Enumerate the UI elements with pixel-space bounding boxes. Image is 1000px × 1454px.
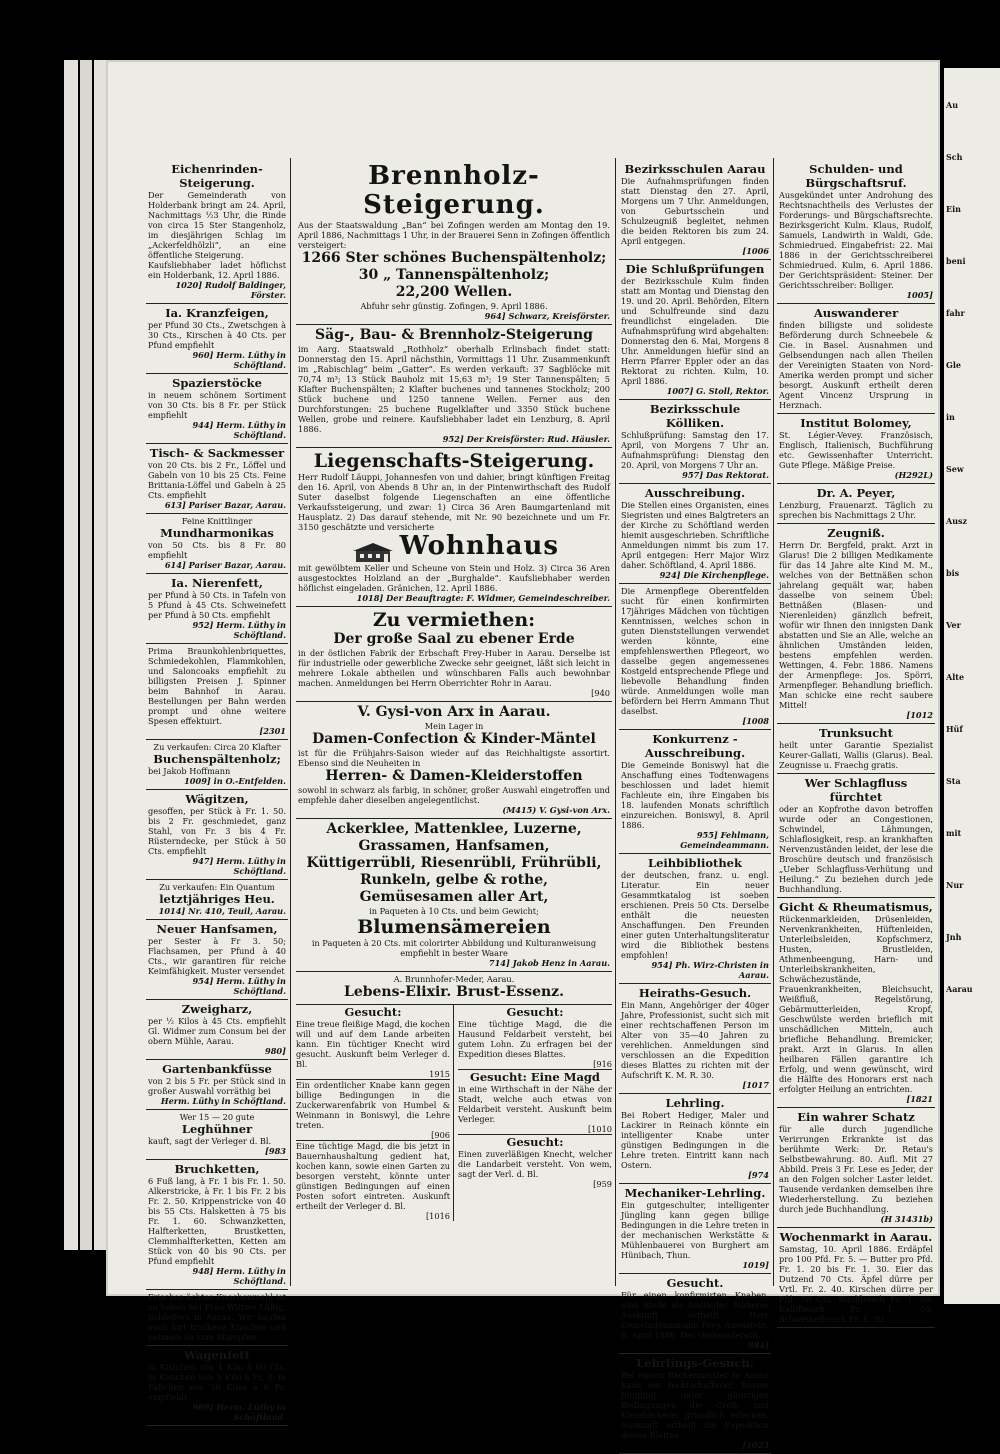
facing-page-text-4: fahr (946, 308, 965, 318)
col3-ad-6-signature: 954] Ph. Wirz-Christen in Aarau. (651, 960, 769, 980)
column-2 (296, 160, 612, 1288)
facing-page-text-14: mit (946, 828, 962, 838)
gesucht-6-head: Gesucht: (458, 1134, 612, 1149)
col4-ad-1-heading: Auswanderer (813, 306, 899, 320)
gesucht-2-head: Gesucht: (506, 1005, 564, 1019)
col1-ad-14-text: 6 Fuß lang, à Fr. 1 bis Fr. 1. 50. Alkerstricke, à Fr. 1 bis Fr. 2 bis Fr. 2. 50. Krippenstricke von 40 bis 55 Cts. Halsketten à 75 bis Fr. 1. 60. Schwanzketten, Halfterketten, Brustketten, Clemmhalfterketten, Ketten am Stück von 40 bis 90 Cts. per Pfund empfiehlt (148, 1176, 286, 1266)
col3-ad-0-signature: [1006 (742, 246, 769, 256)
col1-ad-10 (146, 920, 288, 1000)
col3-ad-10-text: Für einen konfirmirten Knaben, eine Stelle als Ausläufer. Näheres Auskunft ertheilt Herr Gemeindeammann Frey. Auenstein, 8. April 1886. Der Gemeinderath. (621, 1290, 769, 1340)
col1-ad-11-text: per ½ Kilos à 45 Cts. empfiehlt Gl. Widmer zum Consum bei der obern Mühle, Aarau. (148, 1016, 286, 1046)
col4-ad-2-text: St. Légier-Vevey. Französisch, Englisch, Italienisch, Buchführung etc. Gewissenhafter Unterricht. Gute Pflege. Mäßige Preise. (779, 430, 933, 470)
gesucht-2-text: Eine tüchtige Magd, die die Hausund Feldarbeit versteht, bei gutem Lohn. Zu erfragen bei der Expedition dieses Blattes. (458, 1019, 612, 1059)
col3-ad-9-heading: Mechaniker-Lehrling. (624, 1186, 766, 1200)
gysi-heading-kleiderstoffe: Herren- & Damen-Kleiderstoffen (325, 768, 583, 784)
col1-ad-16-text: in Kistchen von 1 Kilo à 60 Cts. in Kistchen von 5 Kilo à Fr. 3. in Fäßchen von 30 Kilos à 6 Fr. empfiehlt (148, 1362, 286, 1402)
col1-ad-11-signature: 980] (265, 1046, 286, 1056)
ad-saeg-bau (296, 325, 612, 448)
col1-ad-2-heading: Spazierstöcke (172, 376, 262, 390)
col1-ad-6-text: Prima Braunkohlenbriquettes, Schmiedekohlen, Flammkohlen, und Saloncoaks empfiehlt zu billigsten Preisen J. Spinner beim Bahnhof in Aarau. Bestellungen per Bahn werden prompt und ohne weitere Spesen effektuirt. (148, 646, 286, 726)
col3-ad-5-signature: 955] Fehlmann, Gemeindeammann. (680, 830, 769, 850)
col4-ad-7 (777, 898, 935, 1108)
page-edge-2 (80, 60, 92, 1250)
gesucht-2-ref: [916 (593, 1059, 612, 1069)
small-ads-left (296, 1005, 454, 1221)
col1-ad-5-signature: 952] Herm. Lüthy in Schöftland. (192, 620, 286, 640)
liegenschaft-signature: 1018] Der Beauftragte: F. Widmer, Gemeindeschreiber. (356, 593, 610, 603)
col3-ad-11-text: Bei einem Bäckermeister in Aarau kann ein rechtschaffener, braver Jüngling unter günstigen Bedingungen die Groß- und Kleinbäckerei gründlich erlernen. Auskunft ertheilt die Expedition dieses Blattes. (621, 1370, 769, 1440)
gysi-text-2: sowohl in schwarz als farbig, in schöner, großer Auswahl eingetroffen und empfehle daher dieselben angelegentlichst. (298, 785, 610, 805)
gysi-text: ist für die Frühjahrs-Saison wieder auf das Reichhaltigste assortirt. Ebenso sind die Neuheiten in (298, 748, 610, 768)
facing-page-text-12: Hüf (946, 724, 963, 734)
liegenschaft-title: Liegenschafts-Steigerung. (313, 450, 595, 472)
col1-ad-15 (146, 1290, 288, 1346)
col1-ad-8-text: gesoffen, per Stück à Fr. 1. 50. bis 2 Fr. geschmiedet, ganz Stahl, von Fr. 3 bis 4 Fr. Rüsterndecke, per Stück à 50 Cts. empfiehlt (148, 806, 286, 856)
col3-ad-9-text: Ein gutgeschulter, intelligenter Jüngling kann gegen billige Bedingungen in die Lehre treten in der mechanischen Werkstätte & Mühlenbauerei von Burghert am Hünibach, Thun. (621, 1200, 769, 1260)
col1-ad-12 (146, 1060, 288, 1110)
ad-lebens-elixir (296, 972, 612, 1005)
gesucht-6-ref: [959 (593, 1179, 612, 1189)
gysi-signature: (M415) V. Gysi-von Arx. (502, 805, 610, 815)
magd-text: Eine tüchtige Magd, die bis jetzt in Bauernhaushaltung gedient hat, kochen kann, sowie einen Garten zu besorgen versteht, könnte unter günstigen Bedingungen auf einen Posten sofort eintreten. Auskunft ertheilt der Verleger d. Bl. (296, 1141, 450, 1211)
elixir-pre: A. Brunnhofer-Meder, Aarau. (393, 974, 515, 984)
col1-ad-1-heading: Ia. Kranzfeigen, (165, 306, 269, 320)
col3-ad-11 (619, 1354, 771, 1454)
facing-page-text-2: Ein (946, 204, 961, 214)
facing-page-text-15: Nur (946, 880, 964, 890)
col4-ad-2-heading: Institut Bolomey, (800, 416, 912, 430)
col4-ad-7-heading: Gicht & Rheumatismus, (779, 900, 933, 914)
col1-ad-9-pre: Zu verkaufen: Ein Quantum (159, 882, 275, 892)
col1-ad-11-heading: Zweigharz, (181, 1002, 253, 1016)
col4-ad-4-signature: [1012 (906, 710, 933, 720)
column-rule-1 (290, 158, 291, 1286)
col3-ad-6 (619, 854, 771, 984)
col1-ad-3-heading: Tisch- & Sackmesser (149, 446, 285, 460)
ad-gysi-von-arx (296, 702, 612, 819)
col1-ad-7-signature: 1009] in O.-Entfelden. (184, 776, 286, 786)
col1-ad-1-text: per Pfund 30 Cts., Zwetschgen à 30 Cts., Kirschen à 40 Cts. per Pfund empfiehlt (148, 320, 286, 350)
knabe-text: Ein ordentlicher Knabe kann gegen billige Bedingungen in die Zuckerwarenfabrik von Humbel & Weinmann in Boniswyl, die Lehre treten. (296, 1080, 450, 1130)
col3-ad-7 (619, 984, 771, 1094)
col3-ad-9-signature: 1019] (742, 1260, 769, 1270)
col1-ad-13-text: kauft, sagt der Verleger d. Bl. (148, 1136, 272, 1146)
col1-ad-7-text: bei Jakob Hoffmann (148, 766, 231, 776)
col1-ad-13-signature: [983 (265, 1146, 286, 1156)
henz-line-3: Küttigerrübli, Riesenrübli, Frührübli, (306, 855, 602, 871)
col3-ad-6-text: der deutschen, franz. u. engl. Literatur. Ein neuer Gesammtkatalog ist soeben erschienen. Preis 50 Cts. Derselbe enthält die neuesten Anschaffungen. Den Freunden einer guten Unterhaltungsliteratur wird die Bibliothek bestens empfohlen! (621, 870, 769, 960)
col1-ad-3 (146, 444, 288, 514)
col3-ad-10-signature: 984] (748, 1340, 769, 1350)
col1-ad-0-text: Der Gemeinderath von Holderbank bringt am 24. April, Nachmittags ½3 Uhr, die Rinde von circa 15 Ster Stangenholz, im diesjährigen Schlag im „Ackerfeldhölzli“, an eine öffentliche Steigerung. (148, 190, 286, 260)
col4-ad-1 (777, 304, 935, 414)
col1-ad-7-pre: Zu verkaufen: Circa 20 Klafter (153, 742, 281, 752)
henz-line-1: Ackerklee, Mattenklee, Luzerne, (326, 821, 582, 837)
henz-text: in Paqueten à 10 Cts. und beim Gewicht; (369, 906, 539, 916)
col1-ad-0 (146, 160, 288, 304)
col1-ad-3-signature: 613] Pariser Bazar, Aarau. (164, 500, 286, 510)
gesucht-4-text: in eine Wirthschaft in der Nähe der Stadt, welche auch etwas von Feldarbeit versteht. Auskunft beim Verleger. (458, 1084, 612, 1124)
col3-ad-8-signature: [974 (748, 1170, 769, 1180)
col3-ad-2-signature: 957] Das Rektorat. (682, 470, 769, 480)
col4-ad-4 (777, 524, 935, 724)
col4-ad-8-text: für alle durch jugendliche Verirrungen Erkrankte ist das berühmte Werk: Dr. Retau's Selbstbewahrung. 80. Aufl. Mit 27 Abbild. Preis 3 Fr. Lese es Jeder, der an den Folgen solcher Laster leidet. Tausende verdanken demselben ihre Wiederherstellung. Zu beziehen durch jede Buchhandlung. (779, 1124, 933, 1214)
col1-ad-8 (146, 790, 288, 880)
col3-ad-7-heading: Heiraths-Gesuch. (638, 986, 752, 1000)
col4-ad-4-heading: Zeugniß. (827, 526, 885, 540)
col4-ad-8 (777, 1108, 935, 1228)
col1-ad-2-text: in neuem schönem Sortiment von 30 Cts. bis 8 Fr. per Stück empfiehlt (148, 390, 286, 420)
col4-ad-3-heading: Dr. A. Peyer, (816, 486, 896, 500)
facing-page-text-13: Sta (946, 776, 961, 786)
col1-ad-2 (146, 374, 288, 444)
col3-ad-4-text: Die Armenpflege Oberentfelden sucht für einen konfirmirten 17jähriges Mädchen von tüchtigen Kenntnissen, welches schon in guten Dienststellungen verwendet werden könnte, eine empfehlenswerthen Pflegeort, wo dasselbe gegen angemessenes Kostgeld entsprechende Pflege und liebevolle Behandlung finden würde. Anmeldungen wolle man befördern bei Herrn Ammann Thut daselbst. (621, 586, 769, 716)
col1-ad-12-heading: Gartenbankfüsse (162, 1062, 272, 1076)
col1-ad-16 (146, 1346, 288, 1426)
column-4 (777, 160, 935, 1324)
col1-ad-3-text: von 20 Cts. bis 2 Fr., Löffel und Gabeln von 10 bis 25 Cts. Feine Brittania-Löffel und Gabeln à 25 Cts. empfiehlt (148, 460, 286, 500)
col1-ad-1-signature: 960] Herm. Lüthy in Schöftland. (192, 350, 286, 370)
col3-ad-3 (619, 484, 771, 584)
ad-zu-vermiethen (296, 607, 612, 702)
vermiethen-text: in der östlichen Fabrik der Erbschaft Frey-Huber in Aarau. Derselbe ist für industrielle oder gewerbliche Zwecke sehr geeignet, läßt sich leicht in mehrere Lokale abtheilen und wünschbaren Falls auch bewohnbar machen. Anmeldungen bei Herrn Oberrichter Rohr in Aarau. (298, 648, 610, 688)
col3-ad-2 (619, 400, 771, 484)
brennholz-item-1: 1266 Ster schönes Buchenspältenholz; (301, 250, 607, 266)
col1-ad-14-heading: Bruchketten, (174, 1162, 260, 1176)
gysi-title: V. Gysi-von Arx in Aarau. (357, 704, 551, 720)
ad-brennholz (296, 160, 612, 325)
col3-ad-10 (619, 1274, 771, 1354)
col4-ad-7-signature: [1821 (906, 1094, 933, 1104)
gesucht-1-head: Gesucht: (344, 1005, 402, 1019)
facing-page-text-3: beni (946, 256, 966, 266)
col4-ad-0-signature: 1005] (906, 290, 933, 300)
col1-ad-5-text: per Pfund à 50 Cts. in Tafeln von 5 Pfund à 45 Cts. Schweinefett per Pfund à 50 Cts. empfiehlt (148, 590, 286, 620)
col1-ad-13-pre: Wer 15 — 20 gute (179, 1112, 255, 1122)
col3-ad-0 (619, 160, 771, 260)
col4-ad-9-heading: Wochenmarkt in Aarau. (779, 1230, 933, 1244)
vermiethen-ref: [940 (591, 688, 610, 698)
henz-line-4: Runkeln, gelbe & rothe, (359, 872, 549, 888)
col3-ad-0-heading: Bezirksschulen Aarau (624, 162, 766, 176)
col1-ad-6-signature: [2301 (259, 726, 286, 736)
col3-ad-8 (619, 1094, 771, 1184)
col1-ad-16-heading: Wagenfett (184, 1348, 250, 1362)
col4-ad-8-signature: (H 31431b) (880, 1214, 933, 1224)
gysi-heading-confection: Damen-Confection & Kinder-Mäntel (312, 731, 596, 747)
col1-ad-4 (146, 514, 288, 574)
brennholz-foot: Abfuhr sehr günstig. Zofingen, 9. April 1886. (360, 301, 548, 311)
brennholz-item-3: 22,200 Wellen. (395, 284, 513, 300)
col1-ad-1 (146, 304, 288, 374)
col1-ad-10-signature: 954] Herm. Lüthy in Schöftland. (192, 976, 286, 996)
house-icon (349, 541, 397, 563)
facing-page-text-16: Jnh (946, 932, 962, 942)
col4-ad-0-heading: Schulden- und Bürgschaftsruf. (805, 162, 907, 190)
col1-ad-0-heading: Eichenrinden-Steigerung. (171, 162, 263, 190)
saeg-text: im Aarg. Staatswald „Rothholz“ oberhalb Erlinsbach findet statt: Donnerstag den 15. April nächsthin, Vormittags 11 Uhr. Zusammenkunft im „Rabischlag“ beim „Gatter“. Es werden verkauft: 37 Sagblöcke mit 70,74 m³; 13 Stück Bauholz mit 15,63 m³; 19 Ster Tannenspälten; 5 Klafter Buchenspälten; 2 Klafter buchenes und tannenes Stockholz; 200 Stück buchene und 1250 tannene Wellen. Ferner aus den Durchforstungen: 25 buchene Rugelklafter und 3350 Stück buchene Wellen, grobe und reinere. Kaufsliebhaber ladet ein Lenzburg, 8. April 1886. (298, 344, 610, 434)
col1-ad-8-heading: Wägitzen, (185, 792, 249, 806)
col4-ad-5-text: heilt unter Garantie Spezialist Keurer-Gallati, Wallis (Glarus). Beal. Zeugnisse u. Fraechg gratis. (779, 740, 933, 770)
gesucht-4-ref: [1010 (587, 1124, 612, 1134)
facing-page-text-6: in (946, 412, 955, 422)
col4-ad-0 (777, 160, 935, 304)
col4-ad-2 (777, 414, 935, 484)
col3-ad-3-heading: Ausschreibung. (644, 486, 746, 500)
col1-ad-2-signature: 944] Herm. Lüthy in Schöftland. (192, 420, 286, 440)
ad-henz-samen (296, 819, 612, 972)
col3-ad-5-heading: Konkurrenz - Ausschreibung. (644, 732, 746, 760)
small-ads-grid (296, 1005, 612, 1221)
page-edge-3 (94, 60, 106, 1250)
col1-ad-10-text: per Sester à Fr 3. 50; Flachsamen, per Pfund à 40 Cts., wir garantiren für reiche Keimfähigkeit. Muster versendet (148, 936, 286, 976)
col4-ad-5-heading: Trunksucht (819, 726, 893, 740)
facing-page-text-5: Gle (946, 360, 961, 370)
henz-text-2: in Paqueten à 20 Cts. mit colorirter Abbildung und Kulturanweisung empfiehlt in bester Waare (311, 938, 597, 958)
wohnhaus-heading: Wohnhaus (399, 531, 560, 561)
col1-ad-9 (146, 880, 288, 920)
col1-ad-0-signature: 1020] Rudolf Baldinger, Förster. (175, 280, 286, 300)
col4-ad-2-signature: (H292L) (894, 470, 933, 480)
col1-ad-0-foot: Kaufsliebhaber ladet höflichst ein Holderbank, 12. April 1886. (148, 260, 286, 280)
col4-ad-9-text: Samstag, 10. April 1886. Erdäpfel pro 100 Pfd. Fr. 5. — Butter pro Pfd. Fr. 1. 20 bis Fr. 1. 30. Eier das Dutzend 70 Cts. Äpfel dürre per Vrtl. Fr. 2. 40. Kirschen dürre per Pfd. 70 Cts. Rindfleisch Fr. 1. 60. Kalbfleisch Fr. 1. 05. Schweinefleisch Fr. 1. 30. (779, 1244, 933, 1324)
col1-ad-4-signature: 614] Pariser Bazar, Aarau. (164, 560, 286, 570)
col1-ad-6 (146, 644, 288, 740)
saeg-signature: 952] Der Kreisförster: Rud. Häusler. (442, 434, 610, 444)
facing-page-fragment (944, 68, 1000, 1304)
col4-ad-7-text: Rückenmarkleiden, Drüsenleiden, Nervenkrankheiten, Hüftenleiden, Unterleibsleiden, Kopfschmerz, Husten, Brustleiden, Athmenbeengung, Harn- und Unterleibskrankheiten, Schwächezustände, Frauenkrankheiten, Bleichsucht, Weißfluß, Regelstörung, Gebärmutterleiden, Kropf, Geschwülste werden brieflich mit unschädlichen Mitteln, auch briefliche Behandlung. Bremicker, prakt. Arzt in Glarus. In allen heilbaren Fällen garantire ich Erfolg, und wenn gewünscht, wird die Hälfte des Honorars erst nach erfolgter Heilung an entrichten. (779, 914, 933, 1094)
col1-ad-8-signature: 947] Herm. Lüthy in Schöftland. (192, 856, 286, 876)
facing-page-text-9: bis (946, 568, 960, 578)
facing-page-text-8: Ausz (946, 516, 968, 526)
gesucht-6-text: Einen zuverläßigen Knecht, welcher die Landarbeit versteht. Von wem, sagt der Verl. d. Bl. (458, 1149, 612, 1179)
magd-ref: [1016 (425, 1211, 450, 1221)
small-ads-right (458, 1005, 612, 1221)
col3-ad-7-signature: [1017 (742, 1080, 769, 1090)
col1-ad-13-heading: Leghühner (181, 1122, 253, 1136)
col1-ad-5 (146, 574, 288, 644)
col3-ad-0-text: Die Aufnahmsprüfungen finden statt Dienstag den 27. April, Morgens um 7 Uhr. Anmeldungen, von Geburtsschein und Schulzeugniß begleitet, nehmen die beiden Rektoren bis zum 24. April entgegen. (621, 176, 769, 246)
col1-ad-9-heading: letztjähriges Heu. (159, 892, 275, 906)
col4-ad-4-text: Herrn Dr. Bergfeld, prakt. Arzt in Glarus! Die 2 billigen Medikamente für das 14 Jahre alte Kind M. M., welches von der Bettnäßen schon jahrelang gequält war, haben dasselbe von seinem Übel: Bettnäßen (Blasen- und Nierenleiden) gänzlich befreit, wofür wir Ihnen den innigsten Dank abstatten und Sie an Alle, welche an ähnlichen Umständen leiden, bestens empfehlen werden. Wettingen, 4. Febr. 1886. Namens der Armenpflege: Jos. Spörri, Armenpfleger. Behandlung brieflich. Man schicke eine recht saubere Mittel! (779, 540, 933, 710)
column-3 (619, 160, 771, 1450)
col3-ad-1 (619, 260, 771, 400)
brennholz-item-2: 30 „ Tannenspältenholz; (358, 267, 550, 283)
col4-ad-3 (777, 484, 935, 524)
gesucht-1-text: Eine treue fleißige Magd, die kochen will und auf dem Lande arbeiten kann. Ein tüchtiger Knecht wird gesucht. Auskunft beim Verleger d. Bl. (296, 1019, 450, 1069)
col4-ad-9 (777, 1228, 935, 1328)
column-rule-2 (615, 158, 616, 1286)
col4-ad-3-text: Lenzburg, Frauenarzt. Täglich zu sprechen bis Nachmittags 2 Uhr. (779, 500, 933, 520)
col3-ad-4 (619, 584, 771, 730)
col1-ad-14-signature: 948] Herm. Lüthy in Schöftland. (192, 1266, 286, 1286)
brennholz-signature: 964] Schwarz, Kreisförster. (484, 311, 610, 321)
knabe-ref: [906 (431, 1130, 450, 1140)
col1-ad-5-heading: Ia. Nierenfett, (171, 576, 263, 590)
col3-ad-1-text: der Bezirksschule Kulm finden statt am Montag und Dienstag den 19. und 20. April. Behörden, Eltern und Schulfreunde sind dazu freundlichst eingeladen. Die Aufnahmsprüfung wird abgehalten: Donnerstag den 6. Mai, Morgens 8 Uhr. Anmeldungen hiefür sind an Herrn Pfarrer Eppler oder an das Rektorat zu richten. Kulm, 10. April 1886. (621, 276, 769, 386)
facing-page-text-17: Aarau (946, 984, 973, 994)
col4-ad-1-text: finden billigste und solideste Beförderung durch Schneebele & Cie. in Basel. Ausnahmen und Gelbsendungen nach allen Theilen der Vereinigten Staaten von Nord-Amerika werden prompt und sicher besorgt. Auskunft ertheilt deren Agent Vincenz Ursprung in Herznach. (779, 320, 933, 410)
col1-ad-4-heading: Mundharmonikas (160, 526, 274, 540)
col1-ad-14 (146, 1160, 288, 1290)
col3-ad-3-signature: 924] Die Kirchenpflege. (659, 570, 769, 580)
col1-ad-7-heading: Buchenspältenholz; (153, 752, 281, 766)
henz-line-5: Gemüsesamen aller Art, (359, 889, 549, 905)
brennholz-text: Aus der Staatswaldung „Ban“ bei Zofingen werden am Montag den 19. April 1886, Nachmittags 1 Uhr, in der Brauerei Senn in Zofingen öffentlich versteigert: (298, 220, 610, 250)
facing-page-text-1: Sch (946, 152, 963, 162)
ad-liegenschaft (296, 448, 612, 607)
col3-ad-4-signature: [1008 (742, 716, 769, 726)
col1-ad-10-heading: Neuer Hanfsamen, (156, 922, 278, 936)
henz-heading-blumen: Blumensämereien (357, 916, 551, 938)
col1-ad-9-signature: 1014] Nr. 410, Teuil, Aarau. (158, 906, 286, 916)
facing-page-text-7: Sew (946, 464, 964, 474)
col3-ad-6-heading: Leihbibliothek (648, 856, 742, 870)
henz-line-2: Grassamen, Hanfsamen, (358, 838, 550, 854)
saeg-title: Säg-, Bau- & Brennholz-Steigerung (315, 327, 593, 343)
facing-page-text-11: Alte (946, 672, 965, 682)
col3-ad-5-text: Die Gemeinde Boniswyl hat die Anschaffung eines Todtenwagens beschlossen und ladet hiemit Fachleute ein, ihre Eingaben bis 18. laufenden Monats schriftlich einzureichen. Boniswyl, 8. April 1886. (621, 760, 769, 830)
col4-ad-6-text: oder an Kopfrothe davon betroffen wurde oder an Congestionen, Schwindel, Lähmungen, Schlaflosigkeit, resp. an krankhaften Nervenzuständen leidet, der lese die Broschüre deutsch und französisch „Ueber Schlagfluss-Verhütung und Heilung.“ Zu beziehen durch jede Buchhandlung. (779, 804, 933, 894)
facing-page-text-0: Au (946, 100, 959, 110)
column-rule-3 (773, 158, 774, 1286)
elixir-title: Lebens-Elixir. Brust-Essenz. (343, 984, 565, 1000)
col1-ad-12-signature: Herm. Lüthy in Schöftland. (160, 1096, 286, 1106)
col3-ad-11-signature: [1023 (742, 1440, 769, 1450)
col3-ad-3-text: Die Stellen eines Organisten, eines Siegristen und eines Balgtreters an der Kirche zu Schöftland werden hiemit ausgeschrieben. Schriftliche Anmeldungen nimmt bis zum 17. April entgegen: Herr Major Wirz daher. Schöftland, 4. April 1886. (621, 500, 769, 570)
col4-ad-5 (777, 724, 935, 774)
col4-ad-6 (777, 774, 935, 898)
col3-ad-1-signature: 1007] G. Stoll, Rektor. (666, 386, 769, 396)
column-1 (146, 160, 288, 1422)
gesucht-4-head: Gesucht: Eine Magd (458, 1069, 612, 1084)
col3-ad-8-text: Bei Robert Hediger, Maler und Lackirer in Reinach könnte ein intelligenter Knabe unter günstigen Bedingungen in die Lehre treten. Eintritt kann nach Ostern. (621, 1110, 769, 1170)
col1-ad-15-text: Frisches ächtes Knochenmehl ist zu haben bei Frau Wittwe Lüßig, Schleifers in Aarau. Wir kaufen auch fort trockene Knochen und nehmen an zum Stampfen. (148, 1292, 286, 1342)
col3-ad-9 (619, 1184, 771, 1274)
col1-ad-7 (146, 740, 288, 790)
liegenschaft-text: Herr Rudolf Läuppi, Johannesfen von und dahier, bringt künftigen Freitag den 16. April, von Abends 8 Uhr an, in der Pintenwirthschaft des Rudolf Suter daselbst folgende Liegenschaften an eine öffentliche Verkaufssteigerung, und zwar: 1) Circa 36 Aren Baumgartenland mit Hausplatz. 2) Das darauf stehende, mit Nr. 90 bezeichnete und um Fr. 3150 geschätzte und versicherte (298, 472, 610, 532)
henz-signature: 714] Jakob Henz in Aarau. (488, 958, 610, 968)
col1-ad-16-signature: 969] Herm. Lüthy in Schöftland. (192, 1402, 286, 1422)
vermiethen-title: Zu vermiethen: (372, 609, 536, 631)
col3-ad-10-heading: Gesucht. (666, 1276, 724, 1290)
facing-page-text-10: Ver (946, 620, 961, 630)
page-edge-1 (64, 60, 78, 1250)
col3-ad-2-heading: Bezirksschule Kölliken. (649, 402, 741, 430)
gysi-subtitle: Mein Lager in (424, 721, 484, 731)
col4-ad-0-text: Ausgekündet unter Androhung des Rechtsnachtheils des Verlustes der Forderungs- und Bürgschaftsrechte. Bezirksgericht Kulm. Klaus, Rudolf, Samuels, Landwirth in Waldi, Gde. Schmiedrued. Eingabefrist: 22. Mai 1886 in der Gerichtsschreiberei Schmiedrued. Kulm, 6. April 1886. Der Gerichtspräsident: Steiner. Der Gerichtsschreiber: Bolliger. (779, 190, 933, 290)
col3-ad-5 (619, 730, 771, 854)
gesucht-1-ref: 1915 (429, 1069, 450, 1079)
col1-ad-13 (146, 1110, 288, 1160)
col4-ad-6-heading: Wer Schlagfluss fürchtet (804, 776, 908, 804)
vermiethen-subtitle: Der große Saal zu ebener Erde (333, 631, 575, 647)
brennholz-title: Brennholz-Steigerung. (363, 161, 545, 220)
col1-ad-4-pre: Feine Knittlinger (181, 516, 253, 526)
col3-ad-1-heading: Die Schlußprüfungen (625, 262, 765, 276)
col3-ad-7-text: Ein Mann, Angehöriger der 40ger Jahre, Professionist, sucht sich mit einer rechtschaffenen Person im Alter von 35—40 Jahren zu verehlichen. Anmeldungen sind verschlossen an die Expedition dieses Blattes zu richten mit der Aufschrift K. M. R. 30. (621, 1000, 769, 1080)
newspaper-page (108, 62, 938, 1450)
col1-ad-12-text: von 2 bis 5 Fr. per Stück sind in großer Auswahl vorräthig bei (148, 1076, 286, 1096)
col1-ad-11 (146, 1000, 288, 1060)
col3-ad-8-heading: Lehrling. (665, 1096, 725, 1110)
col3-ad-2-text: Schlußprüfung: Samstag den 17. April, von Morgens 7 Uhr an. Aufnahmsprüfung: Dienstag den 20. April, von Morgens 7 Uhr an. (621, 430, 769, 470)
col4-ad-8-heading: Ein wahrer Schatz (797, 1110, 915, 1124)
liegenschaft-text-2: mit gewölbtem Keller und Scheune von Stein und Holz. 3) Circa 36 Aren ausgestocktes Holzland an der „Burghalde“. Kaufsliebhaber werden höflichst eingeladen. Gränichen, 12. April 1886. (298, 563, 610, 593)
col1-ad-4-text: von 50 Cts. bis 8 Fr. 80 empfiehlt (148, 540, 286, 560)
col3-ad-11-heading: Lehrlings-Gesuch. (636, 1356, 754, 1370)
